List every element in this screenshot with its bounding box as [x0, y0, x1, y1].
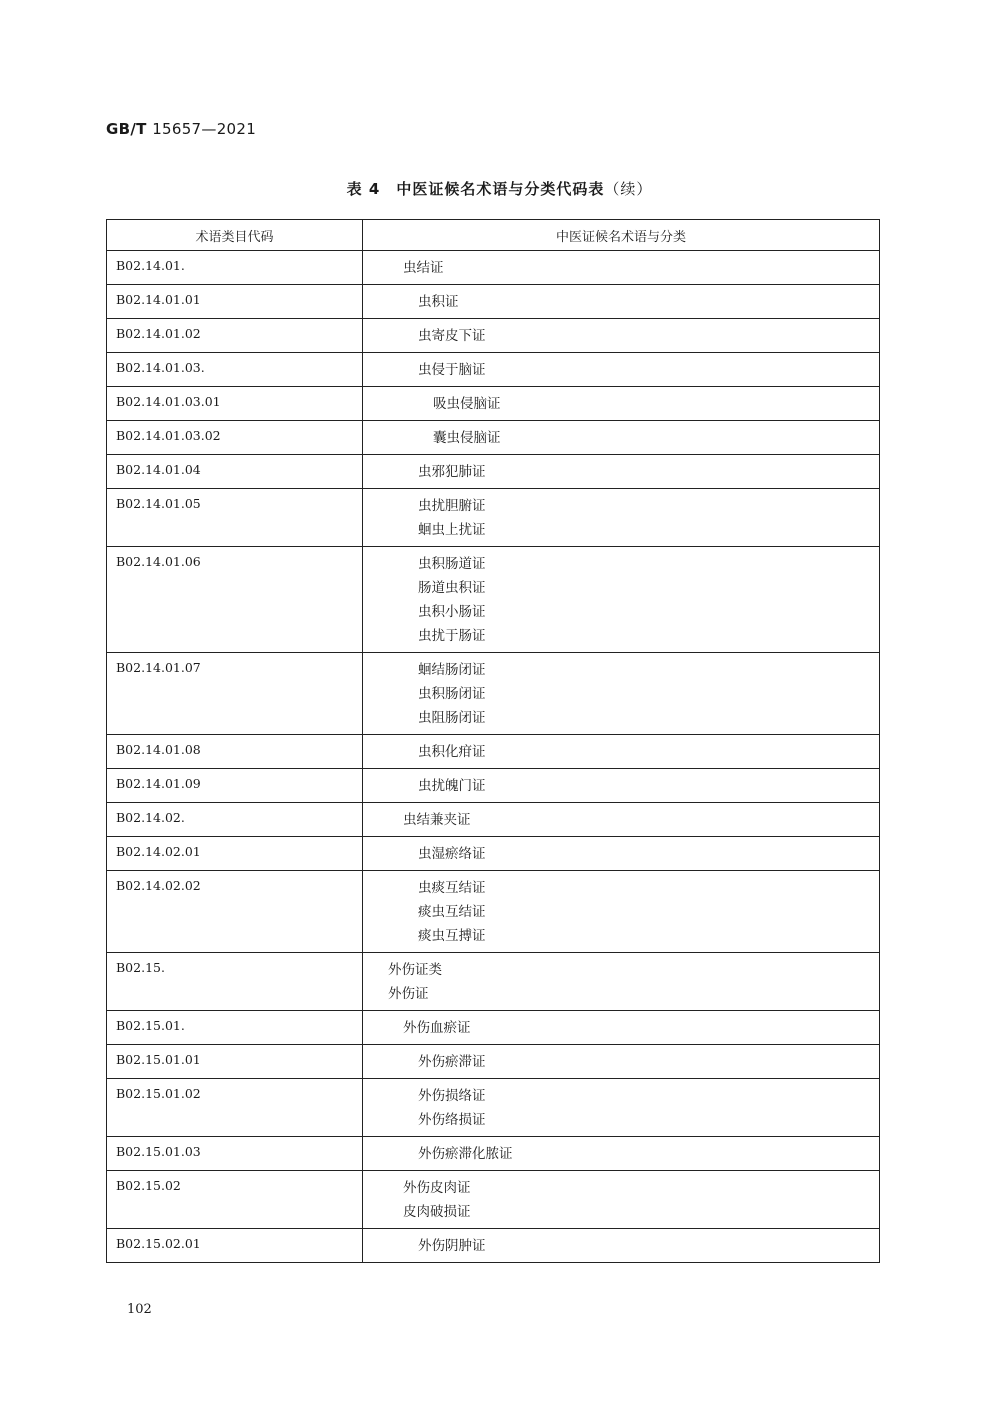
- term-name: 外伤皮肉证: [403, 1180, 471, 1196]
- term-name: 外伤络损证: [418, 1112, 486, 1128]
- terminology-table: [106, 219, 880, 1263]
- term-name: 虫积肠闭证: [418, 686, 486, 702]
- term-name: 蛔结肠闭证: [418, 662, 486, 678]
- table-row: [107, 387, 880, 421]
- term-name: 虫侵于脑证: [418, 362, 486, 378]
- term-names-cell: [363, 285, 880, 319]
- table-row: [107, 1137, 880, 1171]
- term-code: B02.15.: [107, 953, 363, 1011]
- term-code: B02.14.01.06: [107, 547, 363, 653]
- term-name: 外伤血瘀证: [403, 1020, 471, 1036]
- term-name: 虫结证: [403, 260, 444, 276]
- table-row: [107, 353, 880, 387]
- standard-prefix: GB/T: [106, 120, 147, 138]
- term-name: 虫扰魄门证: [418, 778, 486, 794]
- table-header-row: [107, 220, 880, 251]
- term-name: 外伤瘀滞证: [418, 1054, 486, 1070]
- term-names-cell: [363, 1229, 880, 1263]
- term-name: 虫积化疳证: [418, 744, 486, 760]
- term-names-cell: [363, 387, 880, 421]
- table-row: [107, 547, 880, 653]
- table-row: [107, 251, 880, 285]
- table-row: [107, 871, 880, 953]
- term-names-cell: [363, 735, 880, 769]
- term-name: 虫湿瘀络证: [418, 846, 486, 862]
- term-code: B02.15.01.: [107, 1011, 363, 1045]
- table-body: [107, 251, 880, 1263]
- term-names-cell: [363, 653, 880, 735]
- term-name: 虫扰胆腑证: [418, 498, 486, 514]
- table-row: [107, 769, 880, 803]
- term-name: 外伤瘀滞化脓证: [418, 1146, 513, 1162]
- table-row: [107, 735, 880, 769]
- term-code: B02.14.02.02: [107, 871, 363, 953]
- term-code: B02.14.01.08: [107, 735, 363, 769]
- term-code: B02.15.02.01: [107, 1229, 363, 1263]
- table-row: [107, 1011, 880, 1045]
- term-code: B02.14.01.03.: [107, 353, 363, 387]
- term-name: 蛔虫上扰证: [418, 522, 486, 538]
- term-name: 吸虫侵脑证: [433, 396, 501, 412]
- term-code: B02.14.01.07: [107, 653, 363, 735]
- header-terms: 中医证候名术语与分类: [363, 220, 880, 251]
- table-row: [107, 421, 880, 455]
- term-code: B02.15.02: [107, 1171, 363, 1229]
- term-code: B02.14.01.: [107, 251, 363, 285]
- term-name: 外伤阴肿证: [418, 1238, 486, 1254]
- term-code: B02.14.01.01: [107, 285, 363, 319]
- term-names-cell: [363, 769, 880, 803]
- term-names-cell: [363, 1011, 880, 1045]
- term-name: 痰虫互结证: [418, 904, 486, 920]
- term-name: 肠道虫积证: [418, 580, 486, 596]
- term-names-cell: [363, 251, 880, 285]
- term-code: B02.14.02.01: [107, 837, 363, 871]
- term-name: 虫积证: [418, 294, 459, 310]
- term-code: B02.14.01.04: [107, 455, 363, 489]
- table-row: [107, 489, 880, 547]
- table-title-continued: （续）: [604, 180, 653, 198]
- term-code: B02.14.01.09: [107, 769, 363, 803]
- term-name: 外伤损络证: [418, 1088, 486, 1104]
- term-name: 虫积小肠证: [418, 604, 486, 620]
- table-row: [107, 1229, 880, 1263]
- term-name: 皮肉破损证: [403, 1204, 471, 1220]
- table-row: [107, 455, 880, 489]
- term-code: B02.15.01.03: [107, 1137, 363, 1171]
- table-row: [107, 1079, 880, 1137]
- page-number: 102: [127, 1302, 152, 1317]
- term-name: 虫积肠道证: [418, 556, 486, 572]
- term-name: 囊虫侵脑证: [433, 430, 501, 446]
- table-row: [107, 285, 880, 319]
- term-names-cell: [363, 1171, 880, 1229]
- term-names-cell: [363, 455, 880, 489]
- table-title: [0, 178, 999, 199]
- standard-identifier: [106, 120, 256, 138]
- term-code: B02.15.01.02: [107, 1079, 363, 1137]
- term-names-cell: [363, 547, 880, 653]
- term-code: B02.14.01.03.02: [107, 421, 363, 455]
- standard-number: 15657—2021: [152, 120, 257, 138]
- term-name: 外伤证类: [388, 962, 442, 978]
- table-row: [107, 1045, 880, 1079]
- table-row: [107, 837, 880, 871]
- header-code: 术语类目代码: [107, 220, 363, 251]
- term-code: B02.15.01.01: [107, 1045, 363, 1079]
- term-names-cell: [363, 353, 880, 387]
- table-row: [107, 319, 880, 353]
- term-code: B02.14.01.05: [107, 489, 363, 547]
- table-row: [107, 1171, 880, 1229]
- term-name: 虫邪犯肺证: [418, 464, 486, 480]
- term-names-cell: [363, 421, 880, 455]
- term-names-cell: [363, 803, 880, 837]
- term-names-cell: [363, 1079, 880, 1137]
- term-names-cell: [363, 489, 880, 547]
- term-name: 虫结兼夹证: [403, 812, 471, 828]
- table-row: [107, 803, 880, 837]
- table-title-main: 表 4 中医证候名术语与分类代码表: [346, 180, 605, 198]
- term-name: 虫扰于肠证: [418, 628, 486, 644]
- table-row: [107, 953, 880, 1011]
- term-code: B02.14.01.02: [107, 319, 363, 353]
- term-name: 虫痰互结证: [418, 880, 486, 896]
- term-names-cell: [363, 837, 880, 871]
- term-names-cell: [363, 871, 880, 953]
- term-name: 痰虫互搏证: [418, 928, 486, 944]
- table-row: [107, 653, 880, 735]
- term-code: B02.14.02.: [107, 803, 363, 837]
- term-name: 虫阻肠闭证: [418, 710, 486, 726]
- term-names-cell: [363, 1137, 880, 1171]
- term-name: 虫寄皮下证: [418, 328, 486, 344]
- term-names-cell: [363, 319, 880, 353]
- term-name: 外伤证: [388, 986, 429, 1002]
- term-names-cell: [363, 1045, 880, 1079]
- term-code: B02.14.01.03.01: [107, 387, 363, 421]
- term-names-cell: [363, 953, 880, 1011]
